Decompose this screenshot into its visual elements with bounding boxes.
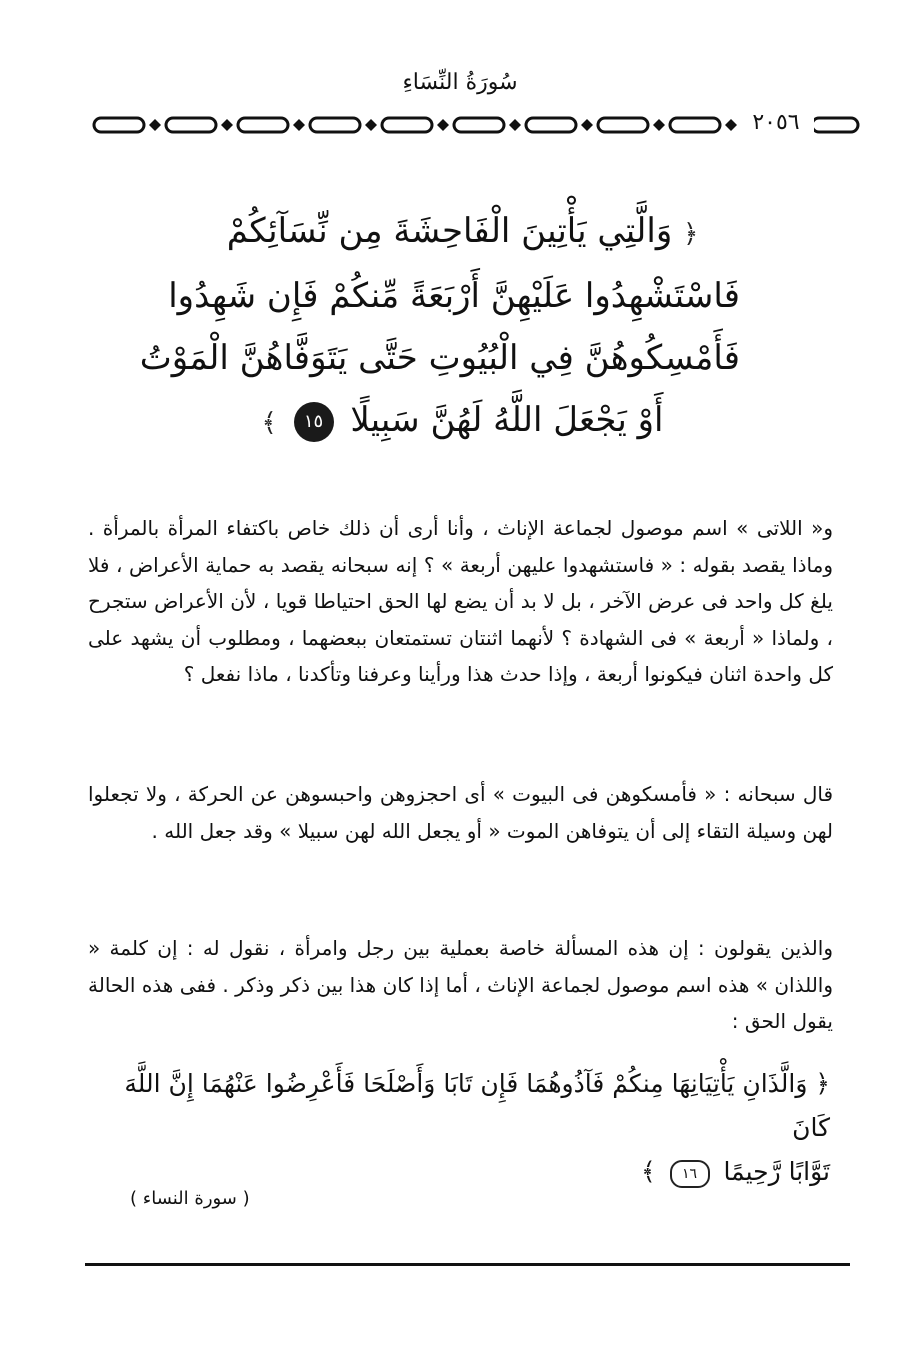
verse-15-line-1 [185,200,740,265]
verse-15-block [139,200,740,454]
verse-16-number-badge: ١٦ [670,1160,710,1188]
verse-16-block [110,1062,830,1194]
verse-open-ornament-icon: ﴿ [683,219,699,249]
verse-close-ornament-icon: ﴾ [261,408,277,438]
verse-15-line-1-text: وَالَّتِي يَأْتِينَ الْفَاحِشَةَ مِن نِّسَآئِكُمْ [226,211,673,251]
verse-16-line-2-text: تَوَّابًا رَّحِيمًا [723,1157,830,1186]
verse-16-line-1: ﴿ وَالَّذَانِ يَأْتِيَانِهَا مِنكُمْ فَآذُوهُمَا فَإِن تَابَا وَأَصْلَحَا فَأَعْرِضُوا عَنْهُمَا إِنَّ اللَّهَ كَانَ [124,1069,830,1142]
commentary-paragraph-1 [88,510,833,693]
commentary-paragraph-3-text: والذين يقولون : إن هذه المسألة خاصة بعملية بين رجل وامرأة ، نقول له : إن كلمة « واللذان » هذه اسم موصول لجماعة الإناث ، أما إذا كان هذا بين ذكر وذكر . ففى هذه الحالة يقول الحق : [88,936,833,1033]
verse-15-line-3: فَأَمْسِكُوهُنَّ فِي الْبُيُوتِ حَتَّى يَتَوَفَّاهُنَّ الْمَوْتُ [139,338,740,378]
surah-title: سُورَةُ النِّسَاءِ [402,70,518,95]
commentary-paragraph-2-text: قال سبحانه : « فأمسكوهن فى البيوت » أى احجزوهن واحبسوهن عن الحركة ، ولا تجعلوا لهن وسيلة التقاء إلى أن يتوفاهن الموت « أو يجعل الله لهن سبيلا » وقد جعل الله . [88,782,833,843]
page-number: ٢٠٥٦ [738,110,814,136]
verse-number-badge: ١٥ [294,402,334,442]
source-reference: ( سورة النساء ) [130,1188,250,1209]
footer-divider [85,1263,850,1266]
verse-15-line-4 [185,389,740,454]
commentary-paragraph-2 [88,776,833,849]
commentary-paragraph-3 [88,930,833,1040]
verse-15-line-2: فَاسْتَشْهِدُوا عَلَيْهِنَّ أَرْبَعَةً مِّنكُمْ فَإِن شَهِدُوا [168,276,740,316]
verse-15-line-4-text: أَوْ يَجْعَلَ اللَّهُ لَهُنَّ سَبِيلًا [350,400,664,440]
verse-16-close-ornament-icon: ﴾ [640,1157,656,1186]
commentary-paragraph-1-text: و« اللاتى » اسم موصول لجماعة الإناث ، وأنا أرى أن ذلك خاص باكتفاء المرأة بالمرأة . وماذا يقصد بقوله : « فاستشهدوا عليهن أربعة » ؟ إنه سبحانه يقصد به حماية الأعراض ، فلا يلغ كل واحد فى عرض الآخر ، بل لا بد أن يضع لها الحق احتياطا قويا ، لأن الأعراض ستجرح ، ولماذا « أربعة » فى الشهادة ؟ لأنهما اثنتان تستمتعان ببعضهما ، ومطلوب أن يشهد على كل واحدة اثنان فيكونوا أربعة ، وإذا حدث هذا ورأينا وعرفنا وتأكدنا ، ماذا نفعل ؟ [88,516,833,686]
